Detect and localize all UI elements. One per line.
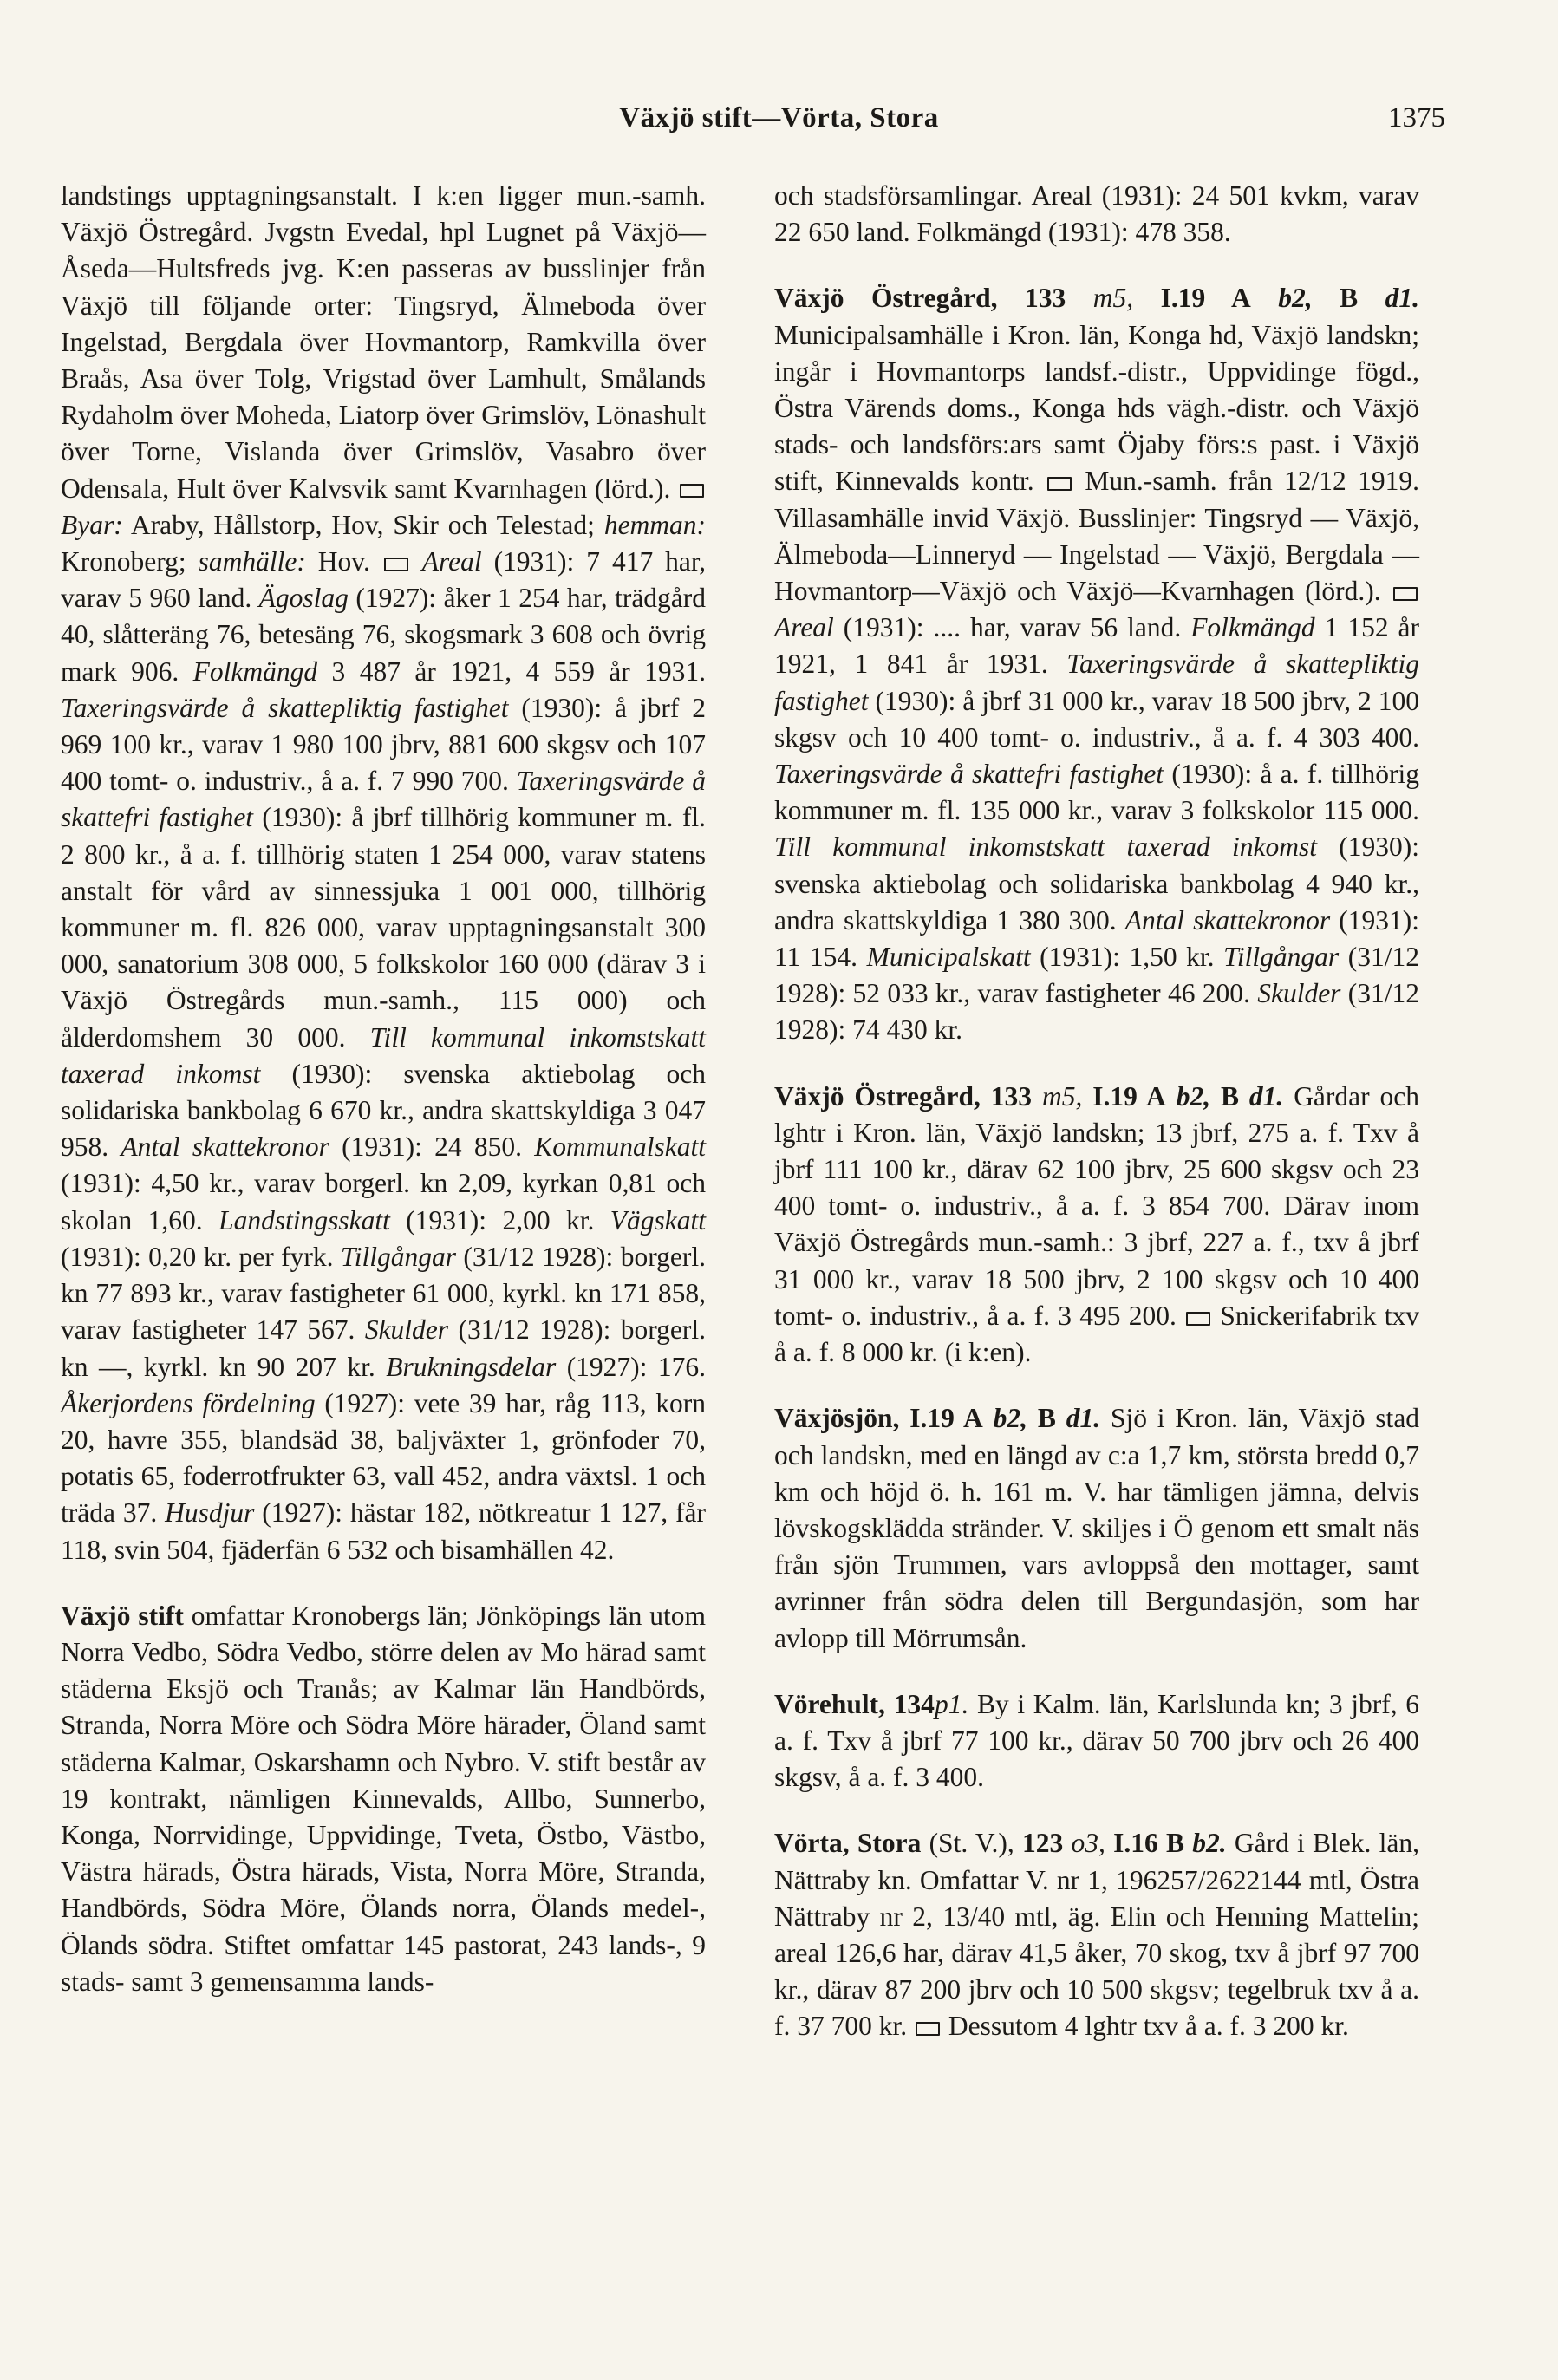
italic-term: Ägoslag (258, 583, 349, 614)
body-text: (1930): å jbrf 2 969 100 kr., varav 1 980 100 jbrv, 881 600 skgsv och 107 400 tomt- o. industriv., å a. f. 7 990 700. (61, 692, 706, 797)
section-mark-icon (916, 2022, 940, 2036)
body-text: och stadsförsamlingar. Areal (1931): 24 501 kvkm, varav 22 650 land. Folkmängd (1931): 478 358. (774, 180, 1419, 248)
entry-heading: Vörehult, 134 (774, 1688, 935, 1719)
body-text: (1931): 24 850. (342, 1131, 523, 1163)
entry-vorehult (774, 1686, 1419, 1796)
italic-term: o3, (1071, 1828, 1105, 1859)
italic-term: Vägskatt (610, 1204, 707, 1236)
entry-vorta-stora (774, 1825, 1419, 2044)
body-text: 1 152 år 1921, 1 841 år 1931. (774, 612, 1420, 680)
section-mark-icon (680, 484, 704, 498)
italic-term: Folkmängd (1190, 612, 1315, 643)
body-text: (31/12 1928): 52 033 kr., varav fastigheter 46 200. (774, 942, 1420, 1009)
italic-term: b2, (1278, 283, 1313, 314)
italic-term: samhälle: (198, 546, 306, 577)
body-text: (1931): 0,20 kr. per fyrk. (61, 1241, 334, 1272)
italic-term: Skulder (364, 1314, 449, 1346)
body-text: (1931): 1,50 kr. (1040, 942, 1215, 973)
entry-vaxjo-stift (61, 1598, 706, 2000)
body-text: landstings upptagningsanstalt. I k:en ligger mun.-samh. Växjö Östregård. Jvgstn Evedal, hpl Lugnet på Växjö—Åseda—Hultsfreds jvg. K:en passeras av busslinjer från Växjö till följande orter: Tingsryd, Älmeboda över Ingelstad, Bergdala över Hovmantorp, Ramkvilla över Braås, Asa över Tolg, Vrigstad över Lamhult, Smålands Rydaholm över Moheda, Liatorp över Grimslöv, Lönashult över Torne, Vislanda över Grimslöv, Vasabro över Odensala, Hult över Kalvsvik samt Kvarnhagen (lörd.). (61, 180, 706, 504)
italic-term: Taxeringsvärde å skattefri fastighet (61, 766, 707, 833)
body-text: (1930): å jbrf tillhörig kommuner m. fl. 2 800 kr., å a. f. tillhörig staten 1 254 000, varav statens anstalt för vård av sinnessjuka 1 001 000, tillhörig kommuner m. fl. 826 000, varav upptagningsanstalt 300 000, sanatorium 308 000, 5 folkskolor 160 000 (därav 3 i Växjö Östregårds mun.-samh., 115 000) och ålderdomshem 30 000. (61, 802, 706, 1053)
bold-term: I.16 B (1113, 1828, 1185, 1859)
italic-term: Tillgångar (340, 1241, 456, 1272)
italic-term: Folkmängd (192, 655, 318, 687)
italic-term: m5, (1092, 283, 1134, 314)
section-mark-icon (1047, 477, 1072, 491)
body-text: Dessutom 4 lghtr txv å a. f. 3 200 kr. (948, 2011, 1349, 2042)
section-mark-icon (1393, 587, 1418, 601)
italic-term: Taxeringsvärde å skattepliktig fastighet (774, 649, 1420, 716)
body-text: (1931): 4,50 kr., varav borgerl. kn 2,09, kyrkan 0,81 och skolan 1,60. (61, 1168, 706, 1236)
body-text: (1927): vete 39 har, råg 113, korn 20, havre 355, blandsäd 38, baljväxter 1, grönfoder 70, potatis 65, foderrotfrukter 63, vall 452, andra växtsl. 1 och träda 37. (61, 1387, 707, 1529)
italic-term: d1. (1248, 1080, 1284, 1112)
italic-term: Husdjur (165, 1497, 255, 1529)
italic-term: p1. (934, 1688, 969, 1719)
italic-term: d1. (1385, 283, 1420, 314)
bold-term: 123 (1022, 1828, 1064, 1859)
body-text: (1931): .... har, varav 56 land. (843, 612, 1182, 643)
body-text: Araby, Hållstorp, Hov, Skir och Telestad; (130, 509, 595, 540)
italic-term: Landstingsskatt (218, 1204, 390, 1236)
body-text: (1927): åker 1 254 har, trädgård 40, slåtteräng 76, betesäng 76, skogsmark 3 608 och övrig mark 906. (61, 583, 707, 687)
body-text: (31/12 1928): borgerl. kn —, kyrkl. kn 90 207 kr. (61, 1314, 706, 1382)
body-text: Gård i Blek. län, Nättraby kn. Omfattar V. nr 1, 196257/2622144 mtl, Östra Nättraby nr 2, 13/40 mtl, äg. Elin och Henning Mattelin; areal 126,6 har, därav 41,5 åker, 70 skog, txv å jbrf 97 700 kr., därav 87 200 jbrv och 10 500 skgsv; tegelbruk txv å a. f. 37 700 kr. (774, 1828, 1420, 2042)
section-mark-icon (384, 558, 408, 571)
body-text: 3 487 år 1921, 4 559 år 1931. (331, 655, 707, 687)
running-head (61, 102, 1497, 154)
italic-term: Skulder (1257, 978, 1341, 1009)
italic-term: Municipalskatt (866, 942, 1031, 973)
italic-term: Till kommunal inkomstskatt taxerad inkomst (61, 1021, 706, 1089)
section-mark-icon (1186, 1312, 1210, 1326)
italic-term: Antal skattekronor (1124, 904, 1331, 936)
italic-term: Taxeringsvärde å skattepliktig fastighet (61, 692, 509, 723)
body-text: (1927): hästar 182, nötkreatur 1 127, får 118, svin 504, fjäderfän 6 532 och bisamhällen 42. (61, 1497, 706, 1565)
body-text: (1927): 176. (566, 1351, 707, 1382)
bold-term: B (1220, 1080, 1239, 1112)
italic-term: Kommunalskatt (534, 1131, 707, 1163)
body-text: Sjö i Kron. län, Växjö stad och landskn, med en längd av c:a 1,7 km, största bredd 0,7 km och höjd ö. h. 161 m. V. har tämligen jämna, delvis lövskogsklädda stränder. V. skiljes i Ö genom ett smalt näs från sjön Trummen, vars avloppså den mottager, samt avrinner från södra delen till Bergundasjön, som har avlopp till Mörrumsån. (774, 1403, 1420, 1653)
body-text: Gårdar och lghtr i Kron. län, Växjö landskn; 13 jbrf, 275 a. f. Txv å jbrf 111 100 kr., därav 62 100 jbrv, 25 600 skgsv och 23 400 tomt- o. industriv., å a. f. 3 854 700. Därav inom Växjö Östregårds mun.-samh.: 3 jbrf, 227 a. f., txv å jbrf 31 000 kr., varav 18 500 jbrv, 2 100 skgsv och 10 400 tomt- o. industriv., å a. f. 3 495 200. (774, 1080, 1420, 1331)
body-text: Municipalsamhälle i Kron. län, Konga hd, Växjö landskn; ingår i Hovmantorps landsf.-distr., Uppvidinge fögd., Östra Värends doms., Konga hds vägh.-distr. och Växjö stads- och landsförs:ars samt Öjaby förs:s past. i Växjö stift, Kinnevalds kontr. (774, 319, 1419, 497)
left-column (61, 178, 706, 2000)
entry-vaxjo-ostregard-municipal (774, 280, 1419, 1048)
body-text: (1930): svenska aktiebolag och solidariska bankbolag 4 940 kr., andra skattskyldiga 1 380 300. (774, 831, 1420, 936)
entry-heading: Växjö Östregård, 133 (774, 283, 1066, 314)
italic-term: m5, (1041, 1080, 1083, 1112)
entry-heading: Växjö Östregård, 133 (774, 1080, 1033, 1112)
bold-term: I.19 A (1160, 283, 1251, 314)
body-text: omfattar Kronobergs län; Jönköpings län utom Norra Vedbo, Södra Vedbo, större delen av Mo härad samt städerna Eksjö och Tranås; av Kalmar län Handbörds, Stranda, Norra Möre och Södra Möre härader, Öland samt städerna Kalmar, Oskarshamn och Nybro. V. stift består av 19 kontrakt, nämligen Kinnevalds, Allbo, Sunnerbo, Konga, Norrvidinge, Uppvidinge, Tveta, Östbo, Västbo, Västra härads, Östra härads, Vista, Norra Möre, Stranda, Handbörds, Södra Möre, Ölands norra, Ölands medel-, Ölands södra. Stiftet omfattar 145 pastorat, 243 lands-, 9 stads- samt 3 gemensamma lands- (61, 1600, 707, 1997)
bold-term: B (1340, 283, 1359, 314)
body-text: (1930): å jbrf 31 000 kr., varav 18 500 jbrv, 2 100 skgsv och 10 400 tomt- o. industriv., å a. f. 4 303 400. (774, 685, 1420, 753)
italic-term: Areal (774, 612, 834, 643)
entry-heading: Växjösjön, I.19 A (774, 1403, 983, 1434)
italic-term: b2. (1192, 1828, 1227, 1859)
italic-term: Antal skattekronor (121, 1131, 329, 1163)
page-number: 1375 (1388, 102, 1445, 134)
italic-term: Taxeringsvärde å skattefri fastighet (774, 759, 1164, 790)
entry-vaxjosjon (774, 1400, 1419, 1656)
paragraph-vasterstad-continued (61, 178, 706, 1568)
bold-term: B (1037, 1403, 1056, 1434)
italic-term: Åkerjordens fördelning (61, 1387, 316, 1418)
body-text: Mun.-samh. från 12/12 1919. Villasamhälle invid Växjö. Busslinjer: Tingsryd — Växjö, Älmeboda—Linneryd — Ingelstad — Växjö, Bergdala — Hovmantorp—Växjö och Växjö—Kvarnhagen (lörd.). (774, 466, 1420, 607)
entry-vaxjo-ostregard-farms (774, 1079, 1419, 1372)
body-text: By i Kalm. län, Karlslunda kn; 3 jbrf, 6 a. f. Txv å jbrf 77 100 kr., därav 50 700 jbrv och 26 400 skgsv, å a. f. 3 400. (774, 1688, 1420, 1793)
italic-term: d1. (1066, 1403, 1101, 1434)
italic-term: hemman: (603, 509, 707, 540)
italic-term: b2, (1176, 1080, 1211, 1112)
running-title: Växjö stift—Vörta, Stora (619, 102, 939, 134)
body-text: (St. V.), (929, 1828, 1014, 1859)
italic-term: b2, (993, 1403, 1027, 1434)
italic-term: Tillgångar (1223, 942, 1340, 973)
italic-term: Till kommunal inkomstskatt taxerad inkomst (774, 831, 1318, 863)
entry-heading: Vörta, Stora (774, 1828, 922, 1859)
entry-heading: Växjö stift (61, 1600, 184, 1631)
body-text: (1930): svenska aktiebolag och solidariska bankbolag 6 670 kr., andra skattskyldiga 3 047 958. (61, 1058, 707, 1163)
body-text: (1931): 2,00 kr. (406, 1204, 595, 1236)
right-column (774, 178, 1419, 2045)
body-text: (1931): 11 154. (774, 904, 1419, 973)
body-text: Kronoberg; (61, 546, 186, 577)
italic-term: Brukningsdelar (386, 1351, 557, 1382)
body-text: (1931): 7 417 har, varav 5 960 land. (61, 546, 706, 614)
body-text: Snickerifabrik txv å a. f. 8 000 kr. (i k:en). (774, 1300, 1420, 1368)
body-text: (31/12 1928): 74 430 kr. (774, 978, 1420, 1046)
italic-term: Byar: (61, 509, 123, 540)
body-text: (1930): å a. f. tillhörig kommuner m. fl. 135 000 kr., varav 3 folkskolor 115 000. (774, 759, 1419, 826)
paragraph-stift-continued (774, 178, 1419, 251)
italic-term: Areal (421, 546, 482, 577)
body-text: Hov. (317, 546, 370, 577)
body-text: (31/12 1928): borgerl. kn 77 893 kr., varav fastigheter 61 000, kyrkl. kn 171 858, varav fastigheter 147 567. (61, 1241, 706, 1346)
bold-term: I.19 A (1092, 1080, 1166, 1112)
